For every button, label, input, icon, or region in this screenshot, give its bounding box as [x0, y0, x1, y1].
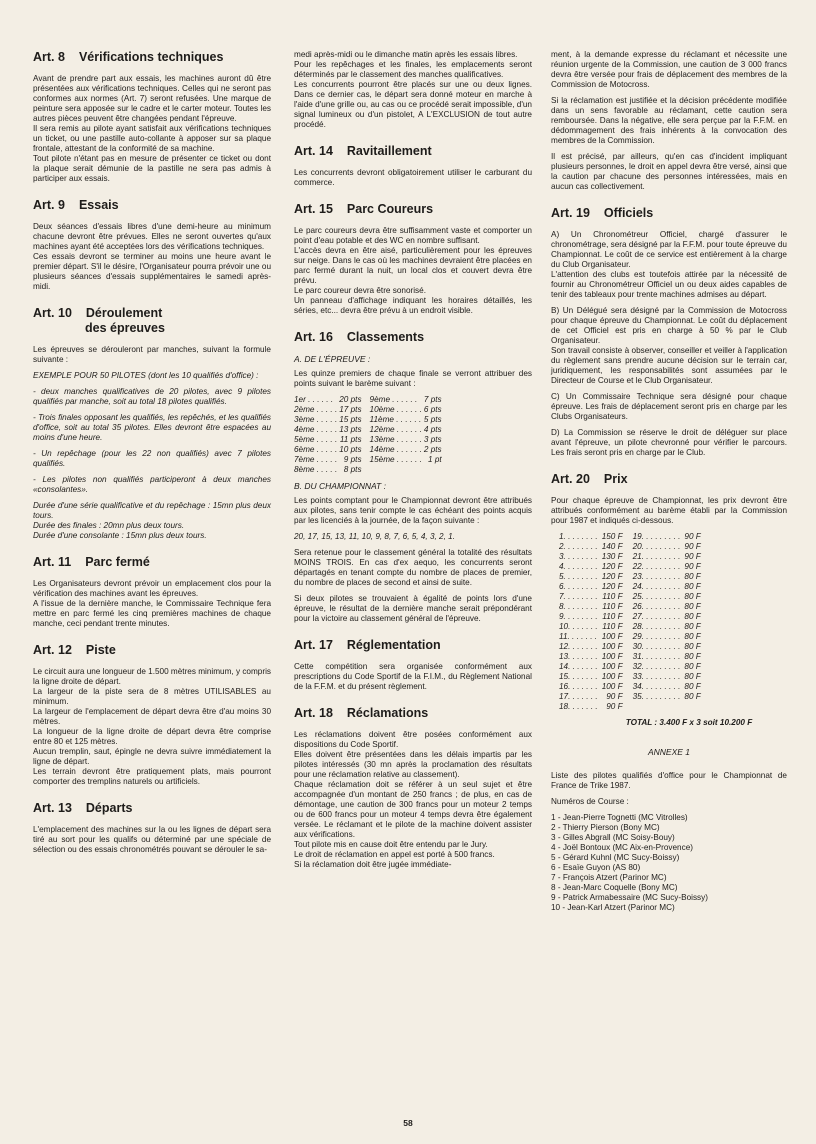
prize-row-cell: 80 F: [684, 672, 701, 681]
article-12-title: Art. 12 Piste: [33, 643, 116, 657]
article-16-points-list: 20, 17, 15, 13, 11, 10, 9, 8, 7, 6, 5, 4, 3, 2, 1.: [294, 532, 455, 541]
article-16-text-b3: Si deux pilotes se trouvaient à égalité de points lors d'une épreuve, le résultat de la dernière manche serait prépondérant pour la victoire au classement général de l'épreuve.: [294, 594, 532, 623]
prize-row-cell: 4. . . . . . . .: [559, 562, 598, 571]
prize-row-cell: 19. . . . . . . . .: [632, 532, 681, 541]
pilot-item: 2 - Thierry Pierson (Bony MC): [551, 823, 660, 832]
article-10-example: EXEMPLE POUR 50 PILOTES (dont les 10 qualifiés d'office) :: [33, 371, 259, 380]
article-18-text: Les réclamations doivent être posées conformément aux dispositions du Code Sportif. Elles doivent être présentées dans les délais impartis par les pilotes intéressés (30 mn après la proclamation des résultats pour une réclamation relative au classement). Chaque réclamation doit se référer à un seul sujet et être accompagnée d'un montant de 250 francs ; de plus, en cas de démontage, une caution de 300 francs pour un moteur 2 temps ou de 600 francs pour un moteur 4 temps devra être également versée. Le réclamant et le pilote de la machine doivent assister aux vérifications. Tout pilote mis en cause doit être entendu par le Jury. Le droit de réclamation en appel est porté à 500 francs. Si la réclamation doit être jugée immédiate-: [294, 730, 532, 869]
prize-row: [559, 632, 705, 642]
article-16-sub-a: A. DE L'ÉPREUVE :: [294, 354, 371, 364]
prize-row: [559, 672, 705, 682]
prize-table: [559, 532, 705, 712]
article-11-title: Art. 11 Parc fermé: [33, 555, 150, 569]
article-11: [33, 555, 271, 629]
prize-row-cell: 14. . . . . . .: [559, 662, 598, 671]
points-row-cell: 10 pts: [339, 445, 362, 454]
prize-row: [559, 652, 705, 662]
article-17-text: Cette compétition sera organisée conformément aux prescriptions du Code Sportif de la F.I.M., du Règlement National de la F.F.M. et du présent règlement.: [294, 662, 532, 691]
prize-row: [559, 572, 705, 582]
article-16-sub-b: B. DU CHAMPIONNAT :: [294, 481, 386, 491]
article-15: [294, 202, 532, 316]
annexe-1: [551, 747, 787, 913]
prize-row: [559, 682, 705, 692]
points-row: [294, 435, 444, 445]
article-19: [551, 206, 787, 458]
article-14-title: Art. 14 Ravitaillement: [294, 144, 432, 158]
article-19-text-b: B) Un Délégué sera désigné par la Commission de Motocross pour chaque épreuve du Championnat. Le coût du déplacement de cet Officiel est pris en charge à 50 % par le Club Organisateur. Son travail consiste à observer, conseiller et veiller à l'application du règlement sans prendre aucune décision sur le terrain car, juridiquement, les responsabilités sont assumées par le Directeur de Course et le Club Organisateur.: [551, 306, 787, 385]
points-row-cell: 14ème . . . . . .: [369, 445, 422, 454]
prize-row-cell: 80 F: [684, 682, 701, 691]
prize-row-cell: 80 F: [684, 572, 701, 581]
article-18: [294, 706, 532, 870]
article-11-text: Les Organisateurs devront prévoir un emplacement clos pour la vérification des machines avant les épreuves. A l'issue de la dernière manche, le Commissaire Technique fera mettre en parc fermé les cinq premières machines de chaque manche, ceci pendant trente minutes.: [33, 579, 271, 628]
prize-row: [559, 662, 705, 672]
article-10-item-1: - deux manches qualificatives de 20 pilotes, avec 9 pilotes qualifiés par manche, soit au total 18 pilotes qualifiés.: [33, 387, 271, 406]
points-row-cell: 17 pts: [339, 405, 362, 414]
prize-row-cell: 16. . . . . . .: [559, 682, 598, 691]
article-20-intro: Pour chaque épreuve de Championnat, les prix devront être attribués conformément au barème établi par la Commission pour 1987 et indiqués ci-dessous.: [551, 496, 787, 525]
prize-row-cell: 32. . . . . . . . .: [632, 662, 681, 671]
prize-row-cell: 80 F: [684, 692, 701, 701]
prize-row-cell: 130 F: [601, 552, 623, 561]
pilot-item: 7 - François Atzert (Parinor MC): [551, 873, 667, 882]
prize-row-cell: 10. . . . . . .: [559, 622, 598, 631]
prize-row-cell: 17. . . . . . .: [559, 692, 598, 701]
article-18-continued-2: Si la réclamation est justifiée et la décision précédente modifiée dans un sens favorable au réclamant, cette caution sera remboursée. Dans la négative, elle sera perçue par la F.F.M. en dédommagement des frais inhérents à la convocation des membres de la Commission.: [551, 96, 787, 145]
prize-row-cell: 110 F: [602, 622, 623, 631]
prize-row: [559, 602, 705, 612]
prize-row-cell: 100 F: [601, 642, 623, 651]
prize-row-cell: 5. . . . . . . .: [559, 572, 598, 581]
points-row-cell: 2 pts: [423, 445, 442, 454]
prize-row-cell: 20. . . . . . . . .: [632, 542, 681, 551]
pilot-item: 8 - Jean-Marc Coquelle (Bony MC): [551, 883, 678, 892]
prize-row-cell: 24. . . . . . . . .: [632, 582, 681, 591]
article-16-text-b1: Les points comptant pour le Championnat devront être attribués aux pilotes, sans tenir compte le cas échéant des points acquis par les licenciés à la journée, de la façon suivante :: [294, 496, 532, 525]
points-row: [294, 415, 444, 425]
article-17: [294, 638, 532, 692]
prize-row-cell: 90 F: [684, 532, 701, 541]
article-8-text: Avant de prendre part aux essais, les machines auront dû être présentées aux vérifications techniques. Celles qui ne seront pas conformes aux normes (Art. 7) seront refusées. Une marque de peinture sera apposée sur le cadre et le carter moteur. Toutes les autres pièces peuvent être changées pendant l'épreuve. Il sera remis au pilote ayant satisfait aux vérifications techniques un ticket, ou une pastille auto-collante à apposer sur sa plaque frontale, attestant de la conformité de sa machine. Tout pilote n'étant pas en mesure de présenter ce ticket ou dont la plaque serait démunie de la pastille ne sera pas admis à participer aux essais.: [33, 74, 271, 183]
article-10: [33, 306, 271, 541]
prize-row-cell: 80 F: [684, 592, 701, 601]
prize-row: [559, 582, 705, 592]
article-10-durations: Durée d'une série qualificative et du repêchage : 15mn plus deux tours. Durée des finales : 20mn plus deux tours. Durée d'une consolante : 15mn plus deux tours.: [33, 501, 271, 540]
article-13: [33, 801, 271, 855]
article-14-text: Les concurrents devront obligatoirement utiliser le carburant du commerce.: [294, 168, 532, 187]
points-row-cell: 7 pts: [423, 395, 442, 404]
article-19-text-c: C) Un Commissaire Technique sera désigné pour chaque épreuve. Les frais de déplacement seront pris en charge par les Clubs Organisateurs.: [551, 392, 787, 421]
prize-row-cell: 9. . . . . . . .: [559, 612, 598, 621]
column-2: [294, 50, 532, 882]
article-10-title: Art. 10 Déroulement des épreuves: [33, 306, 165, 335]
page-number: 58: [403, 1118, 413, 1128]
prize-row-cell: 26. . . . . . . . .: [632, 602, 681, 611]
prize-row: [559, 612, 705, 622]
prize-row-cell: 90 F: [684, 542, 701, 551]
prize-row-cell: 30. . . . . . . . .: [632, 642, 681, 651]
points-row-cell: 20 pts: [339, 395, 362, 404]
prize-row: [559, 642, 705, 652]
prize-row-cell: 8. . . . . . . .: [559, 602, 598, 611]
prize-row-cell: 80 F: [684, 632, 701, 641]
article-18-continued-3: Il est précisé, par ailleurs, qu'en cas d'incident impliquant plusieurs personnes, le droit en appel devra être versé, ainsi que la caution par chacune des personnes intéressées, mais en aucun cas collectivement.: [551, 152, 787, 191]
prize-row-cell: 1. . . . . . . .: [559, 532, 598, 541]
points-row-cell: 15 pts: [339, 415, 362, 424]
prize-row-cell: 80 F: [684, 582, 701, 591]
points-row-cell: 3 pts: [423, 435, 442, 444]
article-13-title: Art. 13 Départs: [33, 801, 133, 815]
prize-total: TOTAL : 3.400 F x 3 soit 10.200 F: [625, 718, 753, 727]
article-12: [33, 643, 271, 787]
points-table: [294, 395, 444, 475]
prize-row: [559, 562, 705, 572]
article-9: [33, 198, 271, 292]
article-16: [294, 330, 532, 624]
points-row-cell: 1er . . . . . .: [294, 395, 334, 404]
prize-row-cell: 80 F: [684, 622, 701, 631]
points-row: [294, 395, 444, 405]
points-row: [294, 455, 444, 465]
points-row-cell: 7ème . . . . .: [294, 455, 338, 464]
prize-row-cell: 90 F: [606, 692, 623, 701]
pilot-list: [551, 813, 787, 913]
points-row: [294, 445, 444, 455]
prize-row-cell: 100 F: [601, 672, 623, 681]
pilot-item: 1 - Jean-Pierre Tognetti (MC Vitrolles): [551, 813, 688, 822]
points-row-cell: 5ème . . . . .: [294, 435, 338, 444]
points-row-cell: 6ème . . . . .: [294, 445, 338, 454]
prize-row-cell: 100 F: [601, 632, 623, 641]
prize-row-cell: 31. . . . . . . . .: [632, 652, 681, 661]
prize-row-cell: 110 F: [602, 602, 623, 611]
article-18-title: Art. 18 Réclamations: [294, 706, 429, 720]
prize-row-cell: 90 F: [684, 562, 701, 571]
prize-row-cell: 13. . . . . . .: [559, 652, 598, 661]
article-8: [33, 50, 271, 184]
pilot-item: 6 - Esaïe Guyon (AS 80): [551, 863, 641, 872]
prize-row-cell: 100 F: [601, 652, 623, 661]
prize-row-cell: 80 F: [684, 602, 701, 611]
prize-row-cell: 18. . . . . . .: [559, 702, 598, 711]
prize-row-cell: 80 F: [684, 642, 701, 651]
pilot-item: 9 - Patrick Armabessaire (MC Sucy-Boissy): [551, 893, 708, 902]
points-row-cell: 12ème . . . . . .: [369, 425, 422, 434]
article-8-title: Art. 8 Vérifications techniques: [33, 50, 224, 64]
prize-row-cell: 11. . . . . . .: [559, 632, 598, 641]
article-14: [294, 144, 532, 188]
points-row-cell: 10ème . . . . . .: [369, 405, 422, 414]
prize-row-cell: 80 F: [684, 652, 701, 661]
points-row-cell: 1 pt: [427, 455, 442, 464]
prize-row-cell: 25. . . . . . . . .: [632, 592, 681, 601]
article-10-item-2: - Trois finales opposant les qualifiés, les repêchés, et les qualifiés d'office, soit au total 35 pilotes. Elles devront être espacées au moins d'une heure.: [33, 413, 271, 442]
prize-row-cell: 120 F: [601, 562, 623, 571]
prize-row-cell: 22. . . . . . . . .: [632, 562, 681, 571]
prize-row-cell: [627, 702, 685, 712]
points-row-cell: 8ème . . . . .: [294, 465, 338, 474]
article-19-text-a: A) Un Chronométreur Officiel, chargé d'assurer le chronométrage, sera désigné par la F.F.M. pour toute épreuve du Championnat. Le coût de ce service est entièrement à la charge du Club Organisateur. L'attention des clubs est toutefois attirée par la nécessité de fournir au Chronométreur Officiel un ou deux aides capables de tenir des tableaux pour trente machines admises au départ.: [551, 230, 787, 299]
article-10-item-3: - Un repêchage (pour les 22 non qualifiés) avec 7 pilotes qualifiés.: [33, 449, 271, 468]
points-row-cell: 13 pts: [339, 425, 362, 434]
points-row-cell: 9 pts: [343, 455, 362, 464]
points-row-cell: 5 pts: [423, 415, 442, 424]
prize-row-cell: 21. . . . . . . . .: [632, 552, 681, 561]
prize-row-cell: 29. . . . . . . . .: [632, 632, 681, 641]
prize-row-cell: 33. . . . . . . . .: [632, 672, 681, 681]
prize-row-cell: 140 F: [601, 542, 623, 551]
prize-row: [559, 622, 705, 632]
column-3: [551, 50, 787, 925]
prize-row: [559, 592, 705, 602]
points-row-cell: [424, 465, 444, 475]
article-10-item-4: - Les pilotes non qualifiés participeront à deux manches «consolantes».: [33, 475, 271, 494]
prize-row-cell: 110 F: [602, 612, 623, 621]
points-row: [294, 425, 444, 435]
article-13-continued: medi après-midi ou le dimanche matin après les essais libres. Pour les repêchages et les finales, les emplacements seront déterminés par le classement des manches qualificatives. Les concurrents pourront être placés sur une ou deux lignes. Dans ce dernier cas, le départ sera donné moteur en marche à l'aide d'une grille ou, au cas ou ce procédé serait impossible, d'un signal lumineux ou d'un pistolet, A L'EXCLUSION de tout autre procédé.: [294, 50, 532, 129]
prize-row-cell: 27. . . . . . . . .: [632, 612, 681, 621]
article-16-title: Art. 16 Classements: [294, 330, 425, 344]
prize-row-cell: 12. . . . . . .: [559, 642, 598, 651]
article-16-intro-a: Les quinze premiers de chaque finale se verront attribuer des points suivant le barème suivant :: [294, 369, 532, 388]
annexe-intro: Liste des pilotes qualifiés d'office pour le Championnat de France de Trike 1987.: [551, 771, 787, 790]
points-row-cell: 9ème . . . . . .: [369, 395, 418, 404]
column-1: [33, 50, 271, 867]
points-row: [294, 465, 444, 475]
prize-row-cell: 150 F: [601, 532, 623, 541]
prize-row-cell: 35. . . . . . . . .: [632, 692, 681, 701]
pilot-item: 5 - Gérard Kuhnl (MC Sucy-Boissy): [551, 853, 680, 862]
points-row-cell: 11 pts: [339, 435, 362, 444]
prize-row: [559, 552, 705, 562]
prize-row-cell: 90 F: [684, 552, 701, 561]
annexe-numeros: Numéros de Course :: [551, 797, 629, 806]
prize-row: [559, 692, 705, 702]
prize-row-cell: 6. . . . . . . .: [559, 582, 598, 591]
article-12-text: Le circuit aura une longueur de 1.500 mètres minimum, y compris la ligne droite de départ. La largeur de la piste sera de 8 mètres UTILISABLES au minimum. La largeur de l'emplacement de départ devra être d'au moins 30 mètres. La longueur de la ligne droite de départ devra être comprise entre 80 et 125 mètres. Aucun tremplin, saut, épingle ne devra suivre immédiatement la ligne de départ. Les terrain devront être pratiquement plats, mais pourront comporter des tremplins naturels ou artificiels.: [33, 667, 272, 786]
prize-row-cell: 15. . . . . . .: [559, 672, 598, 681]
points-row-cell: 4 pts: [423, 425, 442, 434]
points-row-cell: 13ème . . . . . .: [369, 435, 422, 444]
prize-row-cell: 80 F: [684, 662, 701, 671]
article-9-title: Art. 9 Essais: [33, 198, 119, 212]
prize-row-cell: 23. . . . . . . . .: [632, 572, 681, 581]
prize-row-cell: 2. . . . . . . .: [559, 542, 598, 551]
article-19-text-d: D) La Commission se réserve le droit de déléguer sur place avant l'épreuve, un pilote chevronné pour vérifier le parcours. Les frais seront pris en charge par le Club.: [551, 428, 787, 457]
prize-row-cell: 7. . . . . . . .: [559, 592, 598, 601]
article-19-title: Art. 19 Officiels: [551, 206, 654, 220]
article-9-text: Deux séances d'essais libres d'une demi-heure au minimum chacune devront être prévues. Elles ne seront ouvertes qu'aux machines ayant été acceptées lors des vérifications techniques. Ces essais devront se terminer au moins une heure avant le premier départ. S'il le désire, l'Organisateur pourra prévoir une ou plusieurs séances d'essais supplémentaires le samedi après-midi.: [33, 222, 271, 291]
article-16-text-b2: Sera retenue pour le classement général la totalité des résultats MOINS TROIS. En cas d'ex aequo, les concurrents seront départagés en tenant compte du nombre de places de premier, du nombre de places de second et ainsi de suite.: [294, 548, 532, 587]
prize-row-cell: 120 F: [601, 582, 623, 591]
annexe-title: ANNEXE 1: [647, 747, 691, 757]
points-row-cell: 2ème . . . . .: [294, 405, 338, 414]
pilot-item: 10 - Jean-Karl Atzert (Parinor MC): [551, 903, 675, 912]
article-20: [551, 472, 787, 727]
prize-row: [559, 702, 705, 712]
points-row-cell: 11ème . . . . . .: [369, 415, 422, 424]
article-20-title: Art. 20 Prix: [551, 472, 628, 486]
points-row-cell: 6 pts: [423, 405, 442, 414]
pilot-item: 3 - Gilles Abgrall (MC Soisy-Bouy): [551, 833, 675, 842]
prize-row-cell: 120 F: [601, 572, 623, 581]
pilot-item: 4 - Joël Bontoux (MC Aix-en-Provence): [551, 843, 693, 852]
article-15-title: Art. 15 Parc Coureurs: [294, 202, 434, 216]
prize-row: [559, 532, 705, 542]
points-row-cell: 15ème . . . . . .: [369, 455, 422, 464]
prize-row-cell: 100 F: [601, 662, 623, 671]
prize-row-cell: 90 F: [606, 702, 623, 711]
prize-row-cell: 100 F: [601, 682, 623, 691]
prize-row-cell: 3. . . . . . . .: [559, 552, 598, 561]
prize-row-cell: [684, 702, 704, 712]
points-row: [294, 405, 444, 415]
points-row-cell: 3ème . . . . .: [294, 415, 338, 424]
article-13-text: L'emplacement des machines sur la ou les lignes de départ sera tiré au sort pour les qualifs ou déterminé par une spéciale de sélection ou des essais chronométrés pouvant se dérouler le sa-: [33, 825, 271, 854]
prize-row-cell: 80 F: [684, 612, 701, 621]
points-row-cell: 8 pts: [343, 465, 362, 474]
prize-row-cell: 110 F: [602, 592, 623, 601]
article-15-text: Le parc coureurs devra être suffisamment vaste et comporter un point d'eau potable et des WC en nombre suffisant. L'accès devra en être aisé, particulièrement pour les épreuves sur neige. Dans le cas où les machines devraient être placées en parc fermé durant la nuit, un local clos et couvert devra être prévu. Le parc coureur devra être sonorisé. Un panneau d'affichage indiquant les horaires détaillés, les séries, etc... devra être prévu à un endroit visible.: [294, 226, 532, 315]
article-10-text: Les épreuves se dérouleront par manches, suivant la formule suivante :: [33, 345, 271, 364]
points-row-cell: [364, 465, 424, 475]
prize-row: [559, 542, 705, 552]
prize-row-cell: 34. . . . . . . . .: [632, 682, 681, 691]
article-18-continued-1: ment, à la demande expresse du réclamant et nécessite une réunion urgente de la Commission, une caution de 3 000 francs devra être versée pour frais de déplacement des membres de la Commission de Motocross.: [551, 50, 787, 89]
prize-row-cell: 28. . . . . . . . .: [632, 622, 681, 631]
points-row-cell: 4ème . . . . .: [294, 425, 338, 434]
article-17-title: Art. 17 Réglementation: [294, 638, 441, 652]
